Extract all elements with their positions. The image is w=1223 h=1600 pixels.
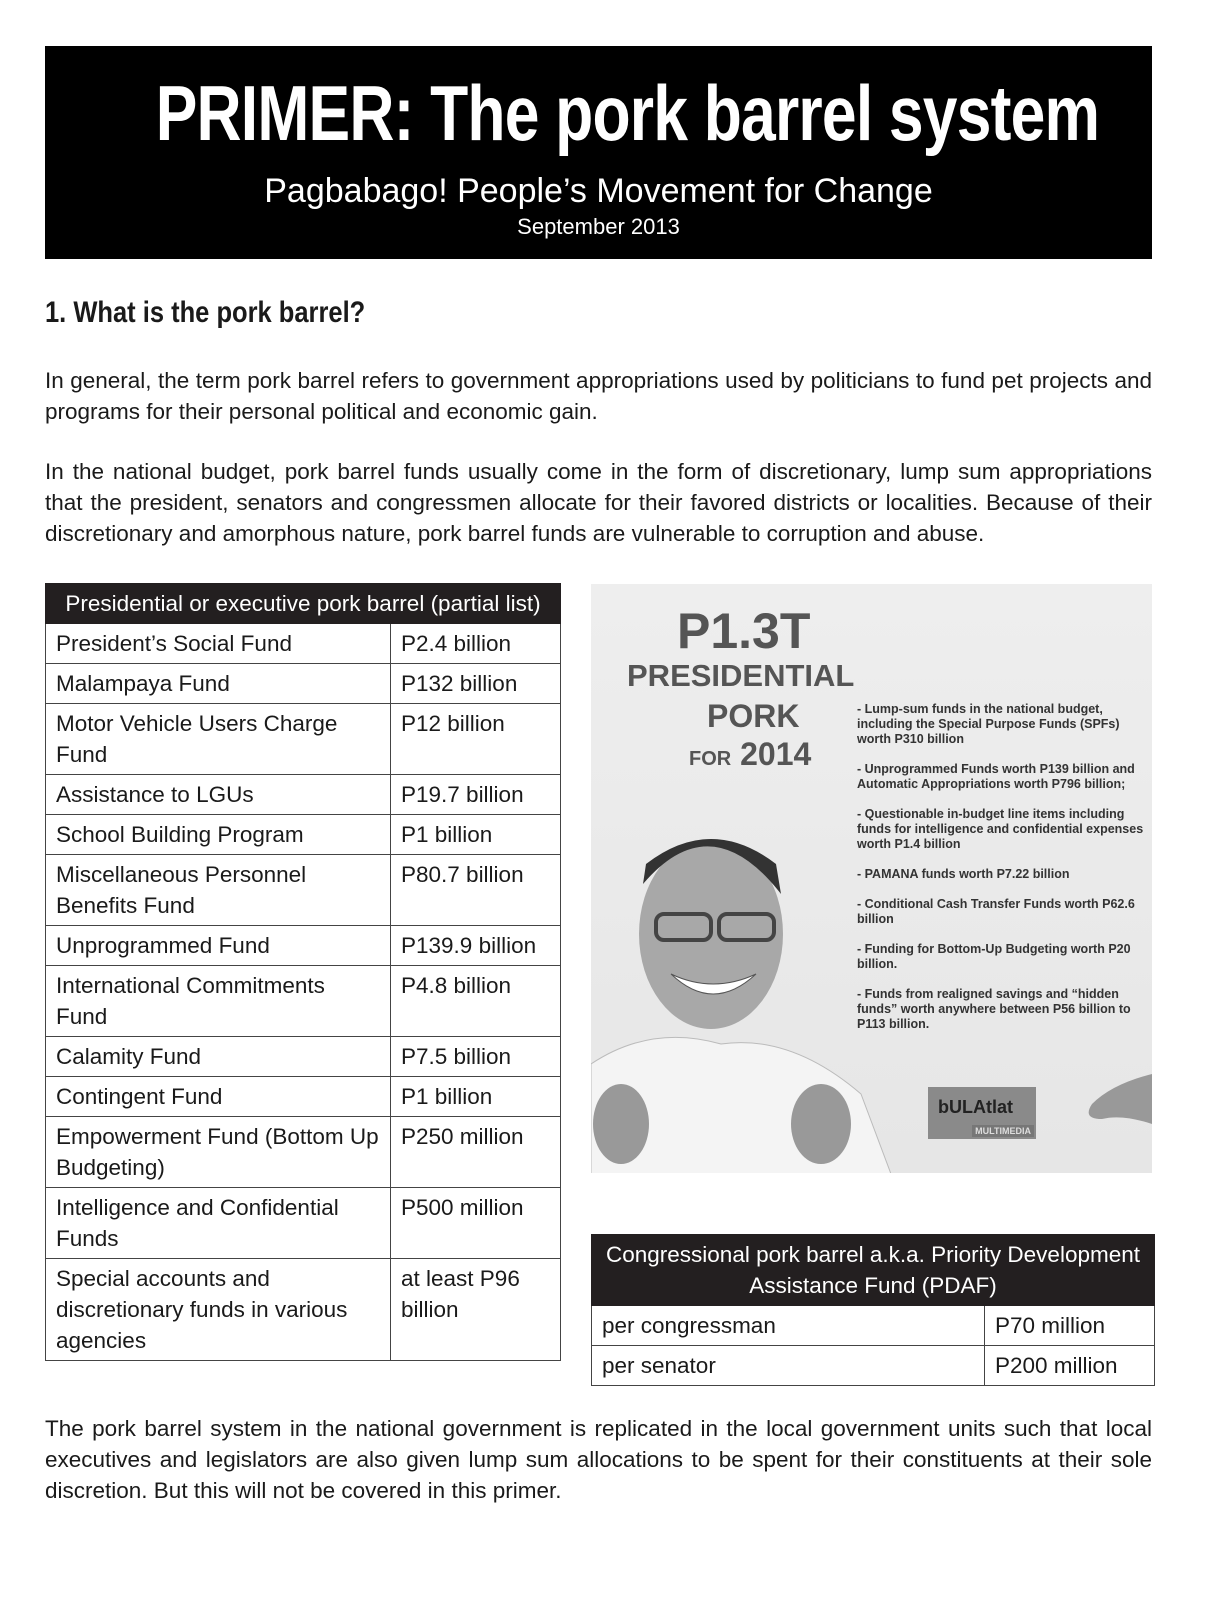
budget-paragraph: In the national budget, pork barrel funds usually come in the form of discretionary, lump sum appropriations that the president, senators and congressmen allocate for their favored districts or localities. Because of their discretionary and amorphous nature, pork barrel funds are vulnerable to corruption and abuse.: [45, 459, 1152, 546]
row-amount: P132 billion: [391, 664, 561, 704]
table-row: [46, 926, 561, 966]
table-row: [592, 1306, 1155, 1346]
table-row: [46, 1037, 561, 1077]
executive-pork-table: [45, 583, 561, 1361]
poster-item-list: [857, 702, 1147, 1047]
row-item: Unprogrammed Fund: [46, 926, 391, 966]
table-row: [592, 1346, 1155, 1386]
table-row: [46, 624, 561, 664]
poster-item: - Questionable in-budget line items including funds for intelligence and confidential expenses worth P1.4 billion: [857, 807, 1144, 851]
row-amount: P7.5 billion: [391, 1037, 561, 1077]
row-item: per congressman: [592, 1306, 985, 1346]
row-amount: P1 billion: [391, 815, 561, 855]
closing-paragraph: The pork barrel system in the national government is replicated in the local government units such that local executives and legislators are also given lump sum allocations to be spent for their constituents at their sole discretion. But this will not be covered in this primer.: [45, 1416, 1152, 1503]
table-header: Presidential or executive pork barrel (partial list): [46, 584, 561, 624]
table-header: Congressional pork barrel a.k.a. Priority Development Assistance Fund (PDAF): [592, 1235, 1155, 1306]
row-amount: P139.9 billion: [391, 926, 561, 966]
row-item: Empowerment Fund (Bottom Up Budgeting): [46, 1117, 391, 1188]
hand-icon: [1082, 1064, 1152, 1154]
table-row: [46, 1188, 561, 1259]
row-amount: P1 billion: [391, 1077, 561, 1117]
poster-item: - Funds from realigned savings and “hidden funds” worth anywhere between P56 billion to P113 billion.: [857, 987, 1131, 1031]
bulatlat-logo: [928, 1087, 1036, 1139]
poster-item: - Conditional Cash Transfer Funds worth P62.6 billion: [857, 897, 1135, 926]
title-banner: [45, 46, 1152, 259]
row-item: Contingent Fund: [46, 1077, 391, 1117]
row-amount: P19.7 billion: [391, 775, 561, 815]
row-item: Miscellaneous Personnel Benefits Fund: [46, 855, 391, 926]
congressional-pork-table: [591, 1234, 1155, 1386]
intro-paragraph: In general, the term pork barrel refers to government appropriations used by politicians to fund pet projects and programs for their personal political and economic gain.: [45, 368, 1152, 424]
row-amount: P80.7 billion: [391, 855, 561, 926]
row-item: Malampaya Fund: [46, 664, 391, 704]
row-item: per senator: [592, 1346, 985, 1386]
table-row: [46, 775, 561, 815]
table-row: [46, 704, 561, 775]
row-amount: P2.4 billion: [391, 624, 561, 664]
poster-presidential: PRESIDENTIAL: [627, 658, 855, 693]
poster-item: - PAMANA funds worth P7.22 billion: [857, 867, 1070, 881]
poster-year: 2014: [740, 736, 812, 772]
poster-item: - Funding for Bottom-Up Budgeting worth P20 billion.: [857, 942, 1131, 971]
table-row: [46, 1077, 561, 1117]
poster-item: - Unprogrammed Funds worth P139 billion and Automatic Appropriations worth P796 billion;: [857, 762, 1135, 791]
row-amount: at least P96 billion: [391, 1259, 561, 1361]
poster-item: - Lump-sum funds in the national budget, including the Special Purpose Funds (SPFs) worth P310 billion: [857, 702, 1120, 746]
poster-year-line: [689, 736, 811, 773]
row-amount: P200 million: [985, 1346, 1155, 1386]
poster-for: FOR: [689, 748, 732, 770]
table-row: [46, 1117, 561, 1188]
table-row: [46, 1259, 561, 1361]
poster-amount: P1.3T: [677, 603, 811, 659]
table-row: [46, 815, 561, 855]
row-item: International Commitments Fund: [46, 966, 391, 1037]
logo-text: bULAtlat: [938, 1097, 1013, 1117]
row-item: School Building Program: [46, 815, 391, 855]
table-row: [46, 966, 561, 1037]
table-row: [46, 664, 561, 704]
row-amount: P4.8 billion: [391, 966, 561, 1037]
organization-name: Pagbabago! People’s Movement for Change: [264, 172, 933, 210]
row-item: President’s Social Fund: [46, 624, 391, 664]
poster-pork: PORK: [707, 698, 800, 734]
document-title: PRIMER: The pork barrel system: [155, 69, 1100, 157]
logo-subtext: MULTIMEDIA: [972, 1125, 1034, 1137]
publication-date: September 2013: [517, 214, 680, 239]
row-item: Intelligence and Confidential Funds: [46, 1188, 391, 1259]
row-amount: P12 billion: [391, 704, 561, 775]
row-amount: P70 million: [985, 1306, 1155, 1346]
row-item: Assistance to LGUs: [46, 775, 391, 815]
presidential-pork-poster: [591, 584, 1152, 1173]
row-item: Special accounts and discretionary funds in various agencies: [46, 1259, 391, 1361]
section-heading: 1. What is the pork barrel?: [45, 296, 366, 329]
row-amount: P500 million: [391, 1188, 561, 1259]
row-item: Calamity Fund: [46, 1037, 391, 1077]
person-photo-icon: [591, 814, 891, 1173]
row-item: Motor Vehicle Users Charge Fund: [46, 704, 391, 775]
row-amount: P250 million: [391, 1117, 561, 1188]
table-row: [46, 855, 561, 926]
